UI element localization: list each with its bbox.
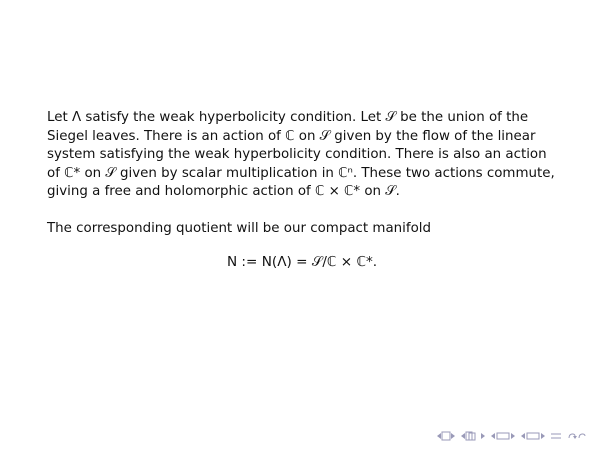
nav-prev-icon[interactable] [460,431,486,441]
paragraph-quotient: The corresponding quotient will be our compact manifold [47,220,431,236]
nav-section-icon[interactable] [550,431,562,441]
nav-first-icon[interactable] [436,431,456,441]
nav-frame-icon[interactable] [490,431,516,441]
nav-next-icon[interactable] [520,431,546,441]
paragraph-intro: Let Λ satisfy the weak hyperbolicity condition. Let 𝒮 be the union of the Siegel leaves. There is an action of ℂ on 𝒮 given by the flow of the linear system satisfying the weak hyperbolicity condition. There is also an action of ℂ* on 𝒮 given by scalar multiplication in ℂⁿ. These two actions commute, giving a free and holomorphic action of ℂ × ℂ* on 𝒮. [47,110,555,200]
slide-body [47,109,557,271]
formula-definition: N := N(Λ) = 𝒮/ℂ × ℂ*. [226,253,378,270]
beamer-navigation-bar [436,430,588,442]
nav-subsection-icon[interactable] [566,431,588,441]
